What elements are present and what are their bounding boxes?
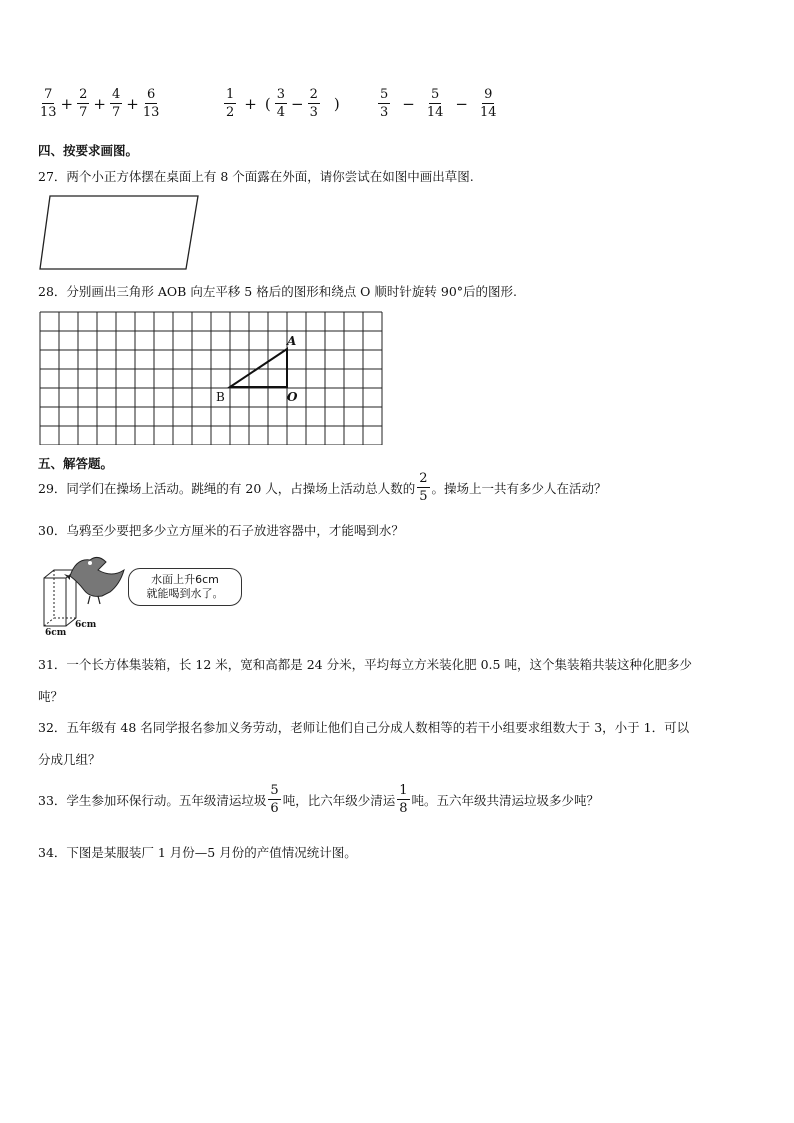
fraction: $\frac{5}{6}$ xyxy=(270,783,279,816)
parallelogram-figure xyxy=(38,194,200,272)
question-30: 30．乌鸦至少要把多少立方厘米的石子放进容器中，才能喝到水？ xyxy=(38,523,404,538)
fraction: $\frac{5}{3}$ xyxy=(380,87,389,120)
fraction: $\frac{6}{13}$ xyxy=(142,87,160,120)
question-33 xyxy=(38,784,599,815)
dimension-label-1: 6cm xyxy=(45,628,67,638)
operator: + xyxy=(93,94,106,113)
question-32-line-1: 32．五年级有 48 名同学报名参加义务劳动，老师让他们自己分成人数相等的若干小组要求组数大于 3，小于 1．可以 xyxy=(38,720,690,735)
fraction: $\frac{3}{4}$ xyxy=(276,87,285,120)
expression-2 xyxy=(222,88,342,119)
container-box xyxy=(44,570,76,626)
paren-right: ) xyxy=(333,94,340,113)
operator: + xyxy=(60,94,74,113)
expression-1 xyxy=(38,88,161,119)
bubble-line-1: 水面上升6cm xyxy=(151,573,219,586)
operator: − xyxy=(291,94,304,113)
fraction: $\frac{2}{3}$ xyxy=(309,87,318,120)
question-33-text-mid: 吨，比六年级少清运 xyxy=(282,792,396,808)
fraction: $\frac{4}{7}$ xyxy=(111,87,121,120)
speech-bubble xyxy=(128,568,242,606)
expression-3 xyxy=(376,88,499,119)
label-a: A xyxy=(287,334,297,348)
label-o: O xyxy=(287,390,298,404)
fraction: $\frac{2}{7}$ xyxy=(79,87,88,120)
question-34: 34．下图是某服装厂 1 月份—5 月份的产值情况统计图。 xyxy=(38,845,357,860)
crow-icon xyxy=(64,557,124,604)
question-32-line-2: 分成几组？ xyxy=(38,752,101,767)
question-31-line-1: 31．一个长方体集装箱，长 12 米，宽和高都是 24 分米，平均每立方米装化肥 0.5 吨，这个集装箱共装这种化肥多少 xyxy=(38,657,692,672)
fraction: $\frac{9}{14}$ xyxy=(479,87,497,120)
question-27: 27．两个小正方体摆在桌面上有 8 个面露在外面，请你尝试在如图中画出草图. xyxy=(38,169,474,184)
question-28: 28．分别画出三角形 AOB 向左平移 5 格后的图形和绕点 O 顺时针旋转 90°后的图形. xyxy=(38,284,518,299)
label-b: B xyxy=(216,390,225,404)
bubble-line-2: 就能喝到水了。 xyxy=(146,587,224,600)
grid-figure xyxy=(39,311,383,445)
fraction: $\frac{1}{2}$ xyxy=(226,87,235,120)
section-heading-4: 四、按要求画图。 xyxy=(38,143,139,158)
question-29 xyxy=(38,472,607,503)
operator: + xyxy=(244,94,257,113)
section-heading-5: 五、解答题。 xyxy=(38,456,114,471)
fraction: $\frac{1}{8}$ xyxy=(399,783,408,816)
operator: + xyxy=(126,94,139,113)
operator: − xyxy=(455,94,468,113)
question-29-text-end: 。操场上一共有多少人在活动？ xyxy=(431,480,607,496)
fraction: $\frac{5}{14}$ xyxy=(426,87,444,120)
grid-lines xyxy=(40,312,382,445)
dimension-label-2: 6cm xyxy=(75,620,97,630)
fraction: $\frac{7}{13}$ xyxy=(40,87,57,120)
question-29-text: 29．同学们在操场上活动。跳绳的有 20 人，占操场上活动总人数的 xyxy=(38,480,416,496)
paren-left: ( xyxy=(264,94,271,113)
question-33-text: 33．学生参加环保行动。五年级清运垃圾 xyxy=(38,792,267,808)
question-33-text-end: 吨。五六年级共清运垃圾多少吨？ xyxy=(411,792,600,808)
operator: − xyxy=(402,94,415,113)
parallelogram-shape xyxy=(40,196,198,269)
fraction: $\frac{2}{5}$ xyxy=(419,471,428,504)
question-31-line-2: 吨？ xyxy=(38,689,64,704)
triangle-aob xyxy=(230,349,287,387)
